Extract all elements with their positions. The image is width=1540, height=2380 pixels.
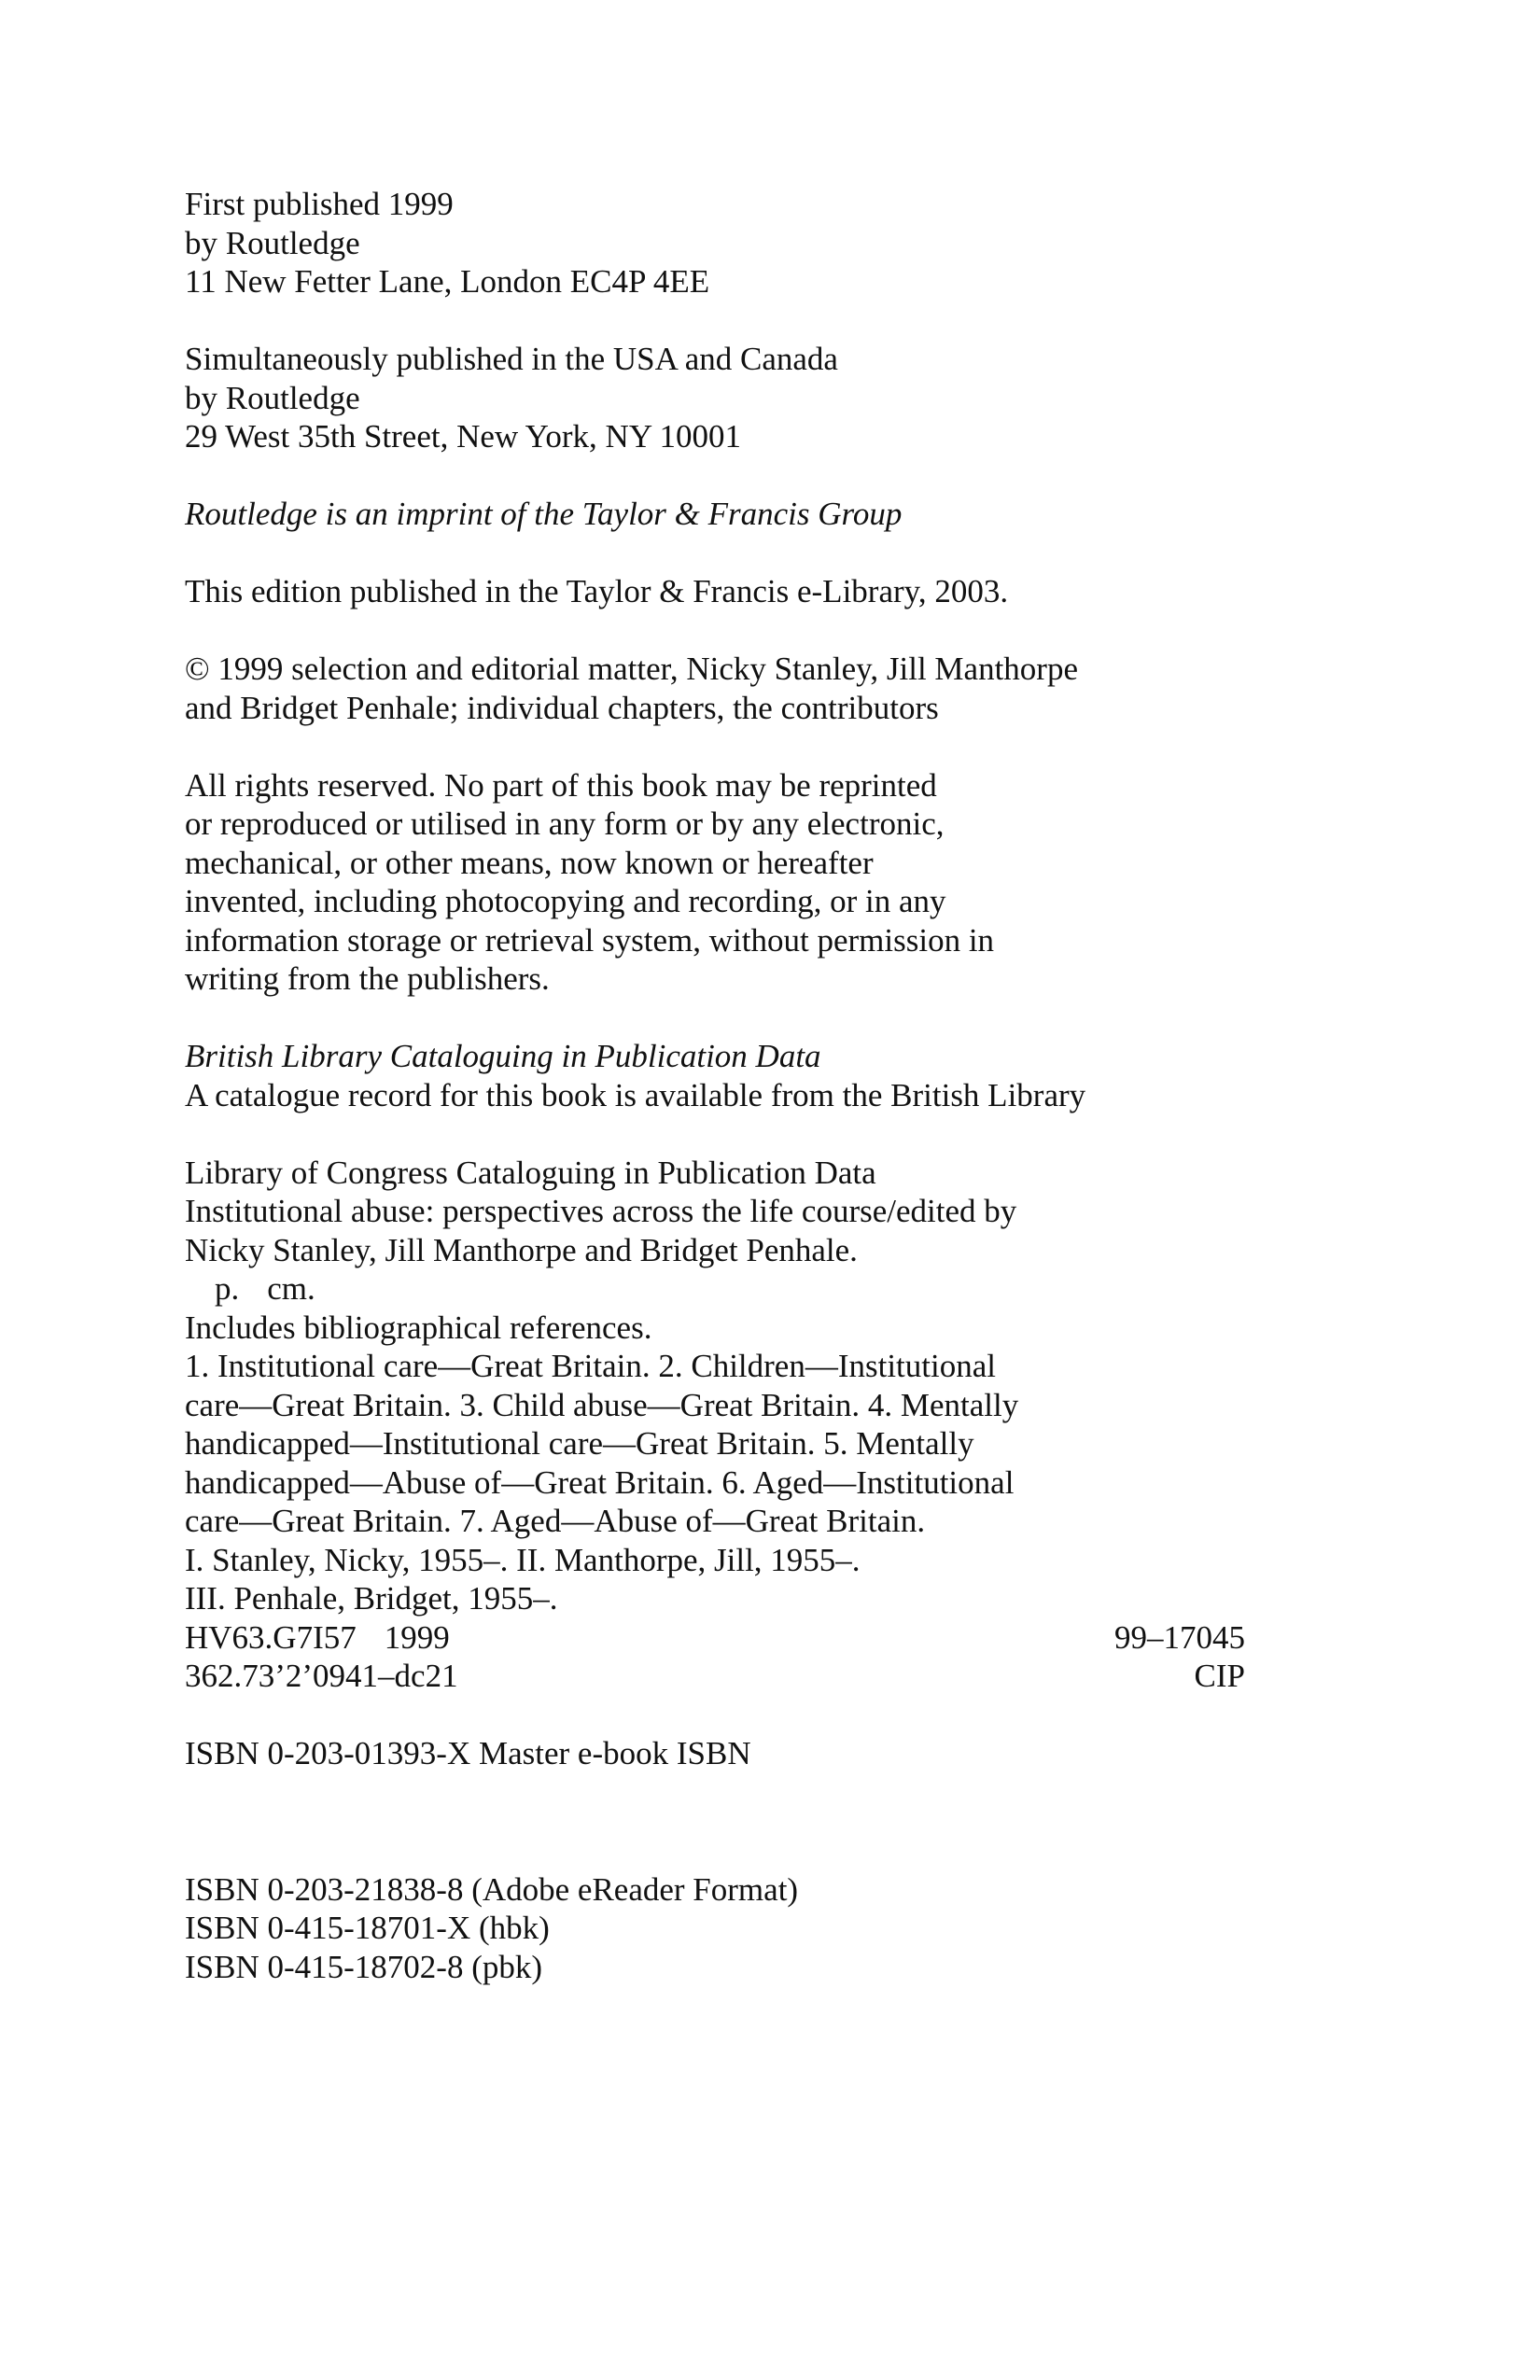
loc-title-line: Institutional abuse: perspectives across the life course/edited by bbox=[185, 1193, 1017, 1229]
british-library-block bbox=[185, 1037, 1258, 1114]
british-library-heading: British Library Cataloguing in Publication Data bbox=[185, 1038, 821, 1074]
isbn-line: ISBN 0-203-21838-8 (Adobe eReader Format) bbox=[185, 1870, 799, 1908]
us-publisher-address: 29 West 35th Street, New York, NY 10001 bbox=[185, 418, 742, 455]
loc-title-line: Nicky Stanley, Jill Manthorpe and Bridget Penhale. bbox=[185, 1231, 858, 1268]
rights-line: writing from the publishers. bbox=[185, 960, 550, 997]
rights-line: mechanical, or other means, now known or hereafter bbox=[185, 844, 874, 881]
us-imprint-block bbox=[185, 340, 1258, 456]
loc-authors-line: III. Penhale, Bridget, 1955–. bbox=[185, 1580, 558, 1617]
pagination-cm: cm. bbox=[267, 1270, 315, 1307]
edition-note: This edition published in the Taylor & Francis e-Library, 2003. bbox=[185, 573, 1009, 609]
british-library-text: A catalogue record for this book is available from the British Library bbox=[185, 1076, 1086, 1113]
cip-label: CIP bbox=[1194, 1658, 1245, 1694]
rights-line: or reproduced or utilised in any form or by any electronic, bbox=[185, 805, 945, 842]
copyright-page bbox=[185, 185, 1258, 1986]
loc-subject-line: handicapped—Abuse of—Great Britain. 6. Aged—Institutional bbox=[185, 1463, 1015, 1501]
imprint-note: Routledge is an imprint of the Taylor & Francis Group bbox=[185, 496, 903, 532]
imprint-block bbox=[185, 185, 1258, 301]
rights-line: invented, including photocopying and recording, or in any bbox=[185, 883, 946, 919]
pagination-p: p. bbox=[215, 1270, 240, 1307]
isbn-list bbox=[185, 1870, 1258, 1987]
us-published-line: Simultaneously published in the USA and Canada bbox=[185, 341, 838, 377]
loc-subject-line: handicapped—Institutional care—Great Britain. 5. Mentally bbox=[185, 1425, 974, 1462]
rights-line: information storage or retrieval system, without permission in bbox=[185, 921, 995, 959]
dewey-number: 362.73’2’0941–dc21 bbox=[185, 1658, 458, 1694]
loc-subject-line: 1. Institutional care—Great Britain. 2. Children—Institutional bbox=[185, 1348, 996, 1384]
loc-authors-line: I. Stanley, Nicky, 1955–. II. Manthorpe, Jill, 1955–. bbox=[185, 1541, 861, 1578]
loc-dewey-row bbox=[185, 1657, 1245, 1696]
call-year: 1999 bbox=[384, 1618, 450, 1656]
loc-cip-block bbox=[185, 1154, 1258, 1696]
lccn: 99–17045 bbox=[1114, 1618, 1245, 1656]
isbn-master: ISBN 0-203-01393-X Master e-book ISBN bbox=[185, 1735, 751, 1771]
loc-pagination bbox=[185, 1269, 1258, 1309]
copyright-notice bbox=[185, 650, 1258, 727]
loc-call-number-row bbox=[185, 1618, 1245, 1658]
rights-statement bbox=[185, 766, 1258, 999]
copyright-line: © 1999 selection and editorial matter, Nicky Stanley, Jill Manthorpe bbox=[185, 651, 1078, 687]
loc-subject-line: care—Great Britain. 7. Aged—Abuse of—Great Britain. bbox=[185, 1503, 926, 1539]
isbn-line: ISBN 0-415-18701-X (hbk) bbox=[185, 1910, 550, 1946]
call-number: HV63.G7I57 bbox=[185, 1618, 357, 1656]
loc-subject-line: care—Great Britain. 3. Child abuse—Great Britain. 4. Mentally bbox=[185, 1386, 1019, 1423]
first-published-line: First published 1999 bbox=[185, 186, 454, 222]
publisher-address: 11 New Fetter Lane, London EC4P 4EE bbox=[185, 263, 710, 300]
publisher-line: by Routledge bbox=[185, 224, 360, 261]
rights-line: All rights reserved. No part of this book may be reprinted bbox=[185, 766, 937, 804]
isbn-line: ISBN 0-415-18702-8 (pbk) bbox=[185, 1948, 543, 1985]
loc-heading: Library of Congress Cataloguing in Publication Data bbox=[185, 1154, 876, 1191]
us-publisher-line: by Routledge bbox=[185, 379, 360, 416]
copyright-line: and Bridget Penhale; individual chapters, the contributors bbox=[185, 689, 939, 726]
loc-includes: Includes bibliographical references. bbox=[185, 1309, 652, 1346]
